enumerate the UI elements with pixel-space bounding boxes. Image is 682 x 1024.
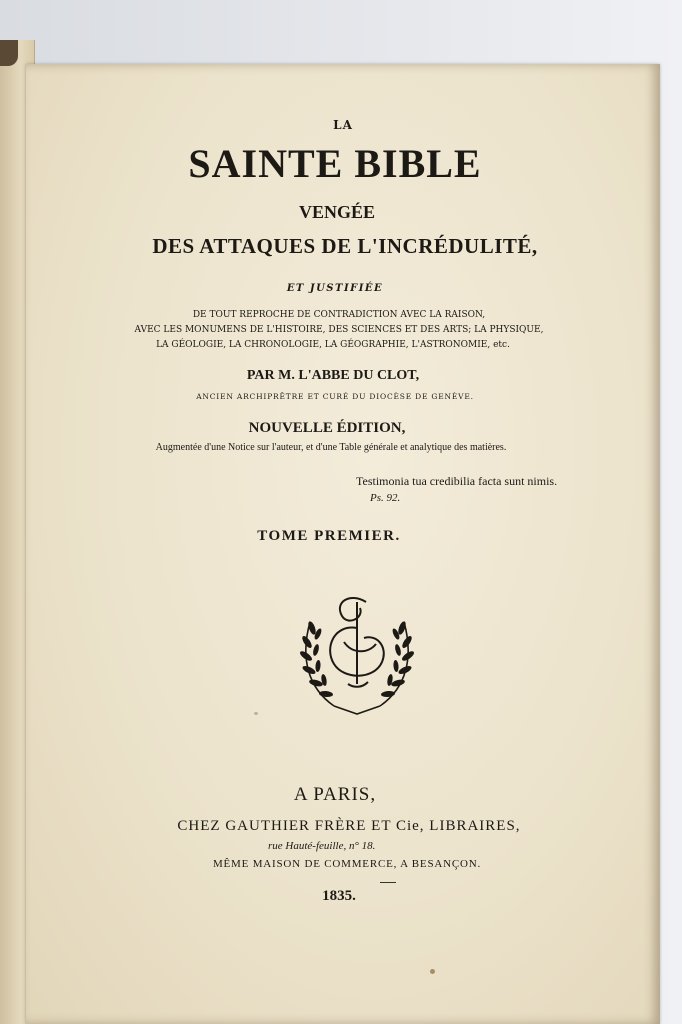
volume-label: TOME PREMIER. <box>257 528 401 544</box>
description-line-2: AVEC LES MONUMENS DE L'HISTOIRE, DES SCIENCES ET DES ARTS; LA PHYSIQUE, <box>134 325 544 335</box>
worn-corner <box>0 40 18 66</box>
author-role: ANCIEN ARCHIPRÊTRE ET CURÉ DU DIOCÈSE DE GENÈVE. <box>196 392 474 401</box>
description-line-1: DE TOUT REPROCHE DE CONTRADICTION AVEC LA RAISON, <box>192 310 486 320</box>
year-rule <box>380 882 396 883</box>
edition-line: NOUVELLE ÉDITION, <box>248 420 406 436</box>
title-page <box>26 64 660 1024</box>
imprint-year: 1835. <box>322 888 356 904</box>
imprint-branch: MÊME MAISON DE COMMERCE, A BESANÇON. <box>212 858 482 870</box>
description-line-3: LA GÉOLOGIE, LA CHRONOLOGIE, LA GÉOGRAPHIE, L'ASTRONOMIE, etc. <box>156 340 510 350</box>
foxing-spot <box>430 969 435 974</box>
article-la: LA <box>333 118 353 132</box>
epigraph: Testimonia tua credibilia facta sunt nimis. <box>356 474 558 488</box>
epigraph-reference: Ps. 92. <box>370 492 401 504</box>
imprint-publisher: CHEZ GAUTHIER FRÈRE ET Cie, LIBRAIRES, <box>177 818 521 834</box>
subtitle-vengee: VENGÉE <box>298 202 376 222</box>
edition-note: Augmentée d'une Notice sur l'auteur, et d'une Table générale et analytique des matières. <box>155 442 507 453</box>
foxing-spot <box>254 712 258 715</box>
author-line: PAR M. L'ABBE DU CLOT, <box>246 368 420 383</box>
imprint-address: rue Hauté-feuille, n° 18. <box>268 840 376 852</box>
subtitle-attaques: DES ATTAQUES DE L'INCRÉDULITÉ, <box>152 234 538 258</box>
monogram-laurel-wreath-icon <box>294 588 420 718</box>
subtitle-justifiee: ET JUSTIFIÉE <box>286 283 384 294</box>
imprint-city: A PARIS, <box>293 784 377 805</box>
main-title: SAINTE BIBLE <box>188 141 482 186</box>
